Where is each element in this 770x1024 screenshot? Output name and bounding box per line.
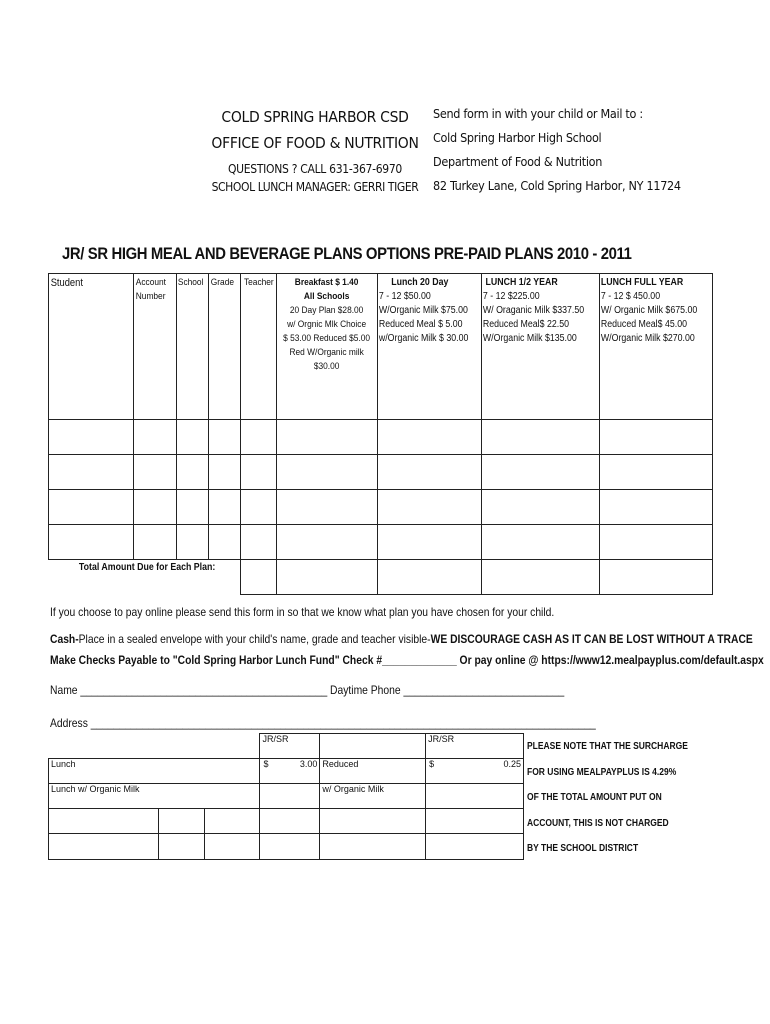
form-title: JR/ SR HIGH MEAL AND BEVERAGE PLANS OPTIONS PRE-PAID PLANS 2010 - 2011	[62, 245, 632, 263]
cash-line	[50, 632, 753, 646]
jrsr-label-1: JR/SR	[260, 734, 320, 759]
table-row	[49, 490, 713, 525]
office-name: OFFICE OF FOOD & NUTRITION	[211, 134, 419, 152]
mailing-address	[433, 102, 681, 198]
surcharge-note-2: FOR USING MEALPAYPLUS IS 4.29%	[527, 767, 677, 778]
cash-label: Cash-	[50, 632, 79, 646]
total-label: Total Amount Due for Each Plan:	[49, 560, 241, 595]
online-note: If you choose to pay online please send this form in so that we know what plan you have chosen for your child.	[50, 605, 555, 619]
cash-warning: WE DISCOURAGE CASH AS IT CAN BE LOST WITHOUT A TRACE	[430, 632, 753, 646]
breakfast-header: Breakfast $ 1.40 All Schools 20 Day Plan $28.00 w/ Orgnic Mlk Choice $ 53.00 Reduced $5.00 Red W/Organic milk $30.00	[277, 274, 377, 420]
total-row	[49, 560, 713, 595]
table-row	[49, 525, 713, 560]
lunch-full-year-header: LUNCH FULL YEAR 7 - 12 $ 450.00 W/ Organic Milk $675.00 Reduced Meal$ 45.00 W/Organic Milk $270.00	[600, 274, 713, 420]
lunch-label: Lunch	[49, 759, 260, 784]
name-phone-line[interactable]: Name ___________________________________________ Daytime Phone ____________________________	[50, 683, 565, 697]
lunch-manager: SCHOOL LUNCH MANAGER: GERRI TIGER	[211, 180, 419, 194]
surcharge-note-1: PLEASE NOTE THAT THE SURCHARGE	[527, 741, 688, 752]
jrsr-label-2: JR/SR	[426, 734, 524, 759]
district-name: COLD SPRING HARBOR CSD	[221, 108, 409, 126]
lunch-20-day-header: Lunch 20 Day 7 - 12 $50.00 W/Organic Milk $75.00 Reduced Meal $ 5.00 w/Organic Milk $ 30.00	[377, 274, 482, 420]
department-name: Department of Food & Nutrition	[433, 154, 603, 169]
cash-text: Place in a sealed envelope with your child's name, grade and teacher visible-	[78, 632, 431, 646]
lunch-price: $ 3.00	[260, 759, 320, 784]
questions-phone: QUESTIONS ? CALL 631-367-6970	[227, 162, 402, 176]
reduced-label: Reduced	[320, 759, 426, 784]
price-table	[48, 733, 524, 860]
student-header: Student	[49, 274, 134, 420]
grade-header: Grade	[209, 274, 240, 420]
school-name: Cold Spring Harbor High School	[433, 130, 602, 145]
table-row	[49, 420, 713, 455]
table-row	[49, 455, 713, 490]
district-header	[205, 108, 425, 194]
school-header: School	[177, 274, 209, 420]
surcharge-note-5: BY THE SCHOOL DISTRICT	[527, 843, 639, 854]
address-line[interactable]: Address ________________________________________________________________________________________	[50, 716, 596, 730]
plan-table	[48, 273, 713, 595]
checks-line: Make Checks Payable to "Cold Spring Harbor Lunch Fund" Check #_____________ Or pay online @ https://www12.mealpayplus.com/default.aspx	[50, 653, 764, 667]
surcharge-note-4: ACCOUNT, THIS IS NOT CHARGED	[527, 818, 669, 829]
lunch-organic-label: Lunch w/ Organic Milk	[49, 784, 260, 809]
reduced-price: $ 0.25	[426, 759, 524, 784]
send-line: Send form in with your child or Mail to :	[433, 106, 643, 121]
organic-label: w/ Organic Milk	[320, 784, 426, 809]
teacher-header: Teacher	[240, 274, 277, 420]
account-header: Account Number	[133, 274, 176, 420]
street-address: 82 Turkey Lane, Cold Spring Harbor, NY 11724	[433, 178, 681, 193]
surcharge-note-3: OF THE TOTAL AMOUNT PUT ON	[527, 792, 662, 803]
lunch-half-year-header: LUNCH 1/2 YEAR 7 - 12 $225.00 W/ Oraganic Milk $337.50 Reduced Meal$ 22.50 W/Organic Milk $135.00	[482, 274, 600, 420]
